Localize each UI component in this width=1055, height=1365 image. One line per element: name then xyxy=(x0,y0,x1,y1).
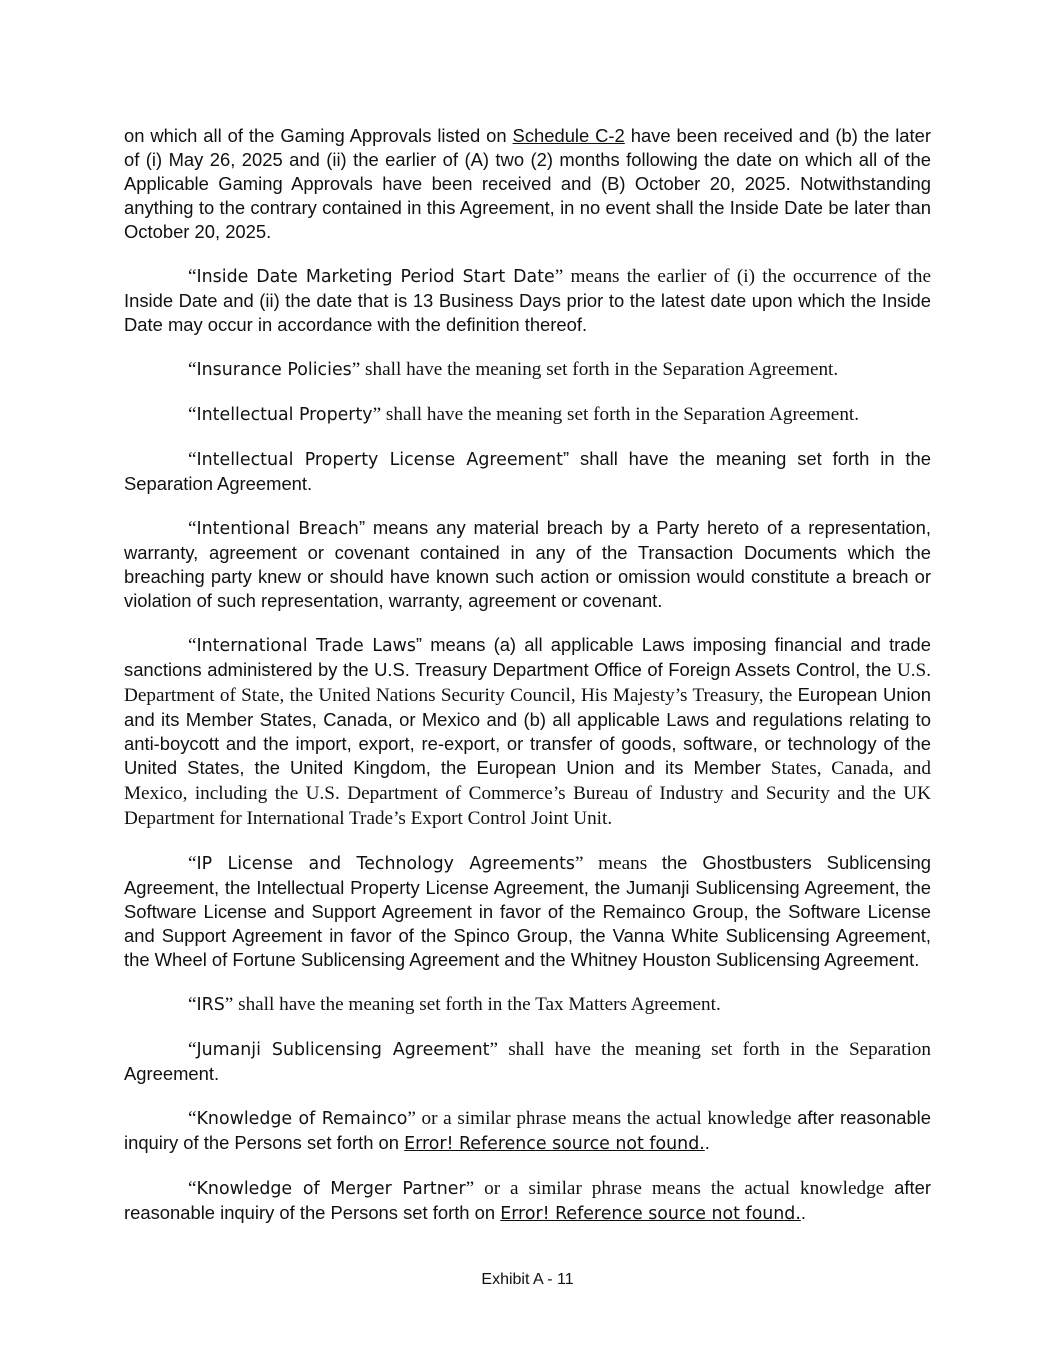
paragraph-inside-date-continuation xyxy=(124,124,931,244)
defined-term: Intellectual Property xyxy=(196,405,373,425)
defined-term: Inside Date Marketing Period Start Date xyxy=(196,267,555,287)
definition-text: the Ghostbusters Sublicensing Agreement, the Intellectual Property License Agreement, the Jumanji Sublicensing Agreement, the Software License and Support Agreement in favor of the Remainco Group, the Software License and Support Agreement in favor of the Spinco Group, the Vanna White Sublicensing Agreement, the Wheel of Fortune Sublicensing Agreement and the Whitney Houston Sublicensing Agreement. xyxy=(124,852,931,970)
definition-jumanji-sublicensing-agreement xyxy=(124,1037,931,1086)
defined-term: International Trade Laws xyxy=(196,636,416,656)
schedule-c-2-reference: Schedule C-2 xyxy=(512,125,625,146)
definition-inside-date-marketing-period-start-date xyxy=(124,264,931,337)
definition-text: ” shall have the meaning set forth in the Tax Matters Agreement. xyxy=(224,994,721,1015)
definition-insurance-policies xyxy=(124,357,931,382)
definition-text: U.S. Department of State, the United Nations Security Council, His Majesty’s Treasury, the xyxy=(124,660,931,706)
definition-text: ” shall have the meaning set forth in the Separation xyxy=(489,1039,931,1060)
quote-open: “ xyxy=(188,853,197,874)
quote-open: “ xyxy=(188,994,197,1015)
text: have been received and (b) the later of (i) May 26, 2025 and (ii) the earlier of (A) two (2) months following the date on which all of the Applicable Gaming Approvals have been received and (B) October 20, 2025. Notwithstanding anything to the contrary contained in this Agreement, in no event shall the Inside Date be later than October 20, 2025. xyxy=(124,125,931,242)
definition-text: ” shall have the meaning set forth in the Separation Agreement. xyxy=(351,359,839,380)
definition-ip-license-and-technology-agreements xyxy=(124,851,931,972)
definition-international-trade-laws xyxy=(124,633,931,831)
defined-term: IRS xyxy=(196,995,225,1015)
definition-text: ” means (a) all applicable Laws imposing financial and trade sanctions administered by the U.S. Treasury Department Office of Foreign Assets Control, the xyxy=(124,634,931,680)
quote-open: “ xyxy=(188,1039,197,1060)
text: on which all of the Gaming Approvals listed on xyxy=(124,125,513,146)
quote-open: “ xyxy=(188,635,197,656)
definition-irs xyxy=(124,992,931,1017)
definition-text: ” means the earlier of (i) the occurrence of the xyxy=(554,266,931,287)
quote-open: “ xyxy=(188,518,197,539)
quote-open: “ xyxy=(188,266,197,287)
definition-text: ” or a similar phrase means the actual knowledge xyxy=(407,1108,798,1129)
definition-text: Inside Date and (ii) the date that is 13 Business Days prior to the latest date upon which the Inside Date may occur in accordance with the definition thereof. xyxy=(124,290,931,335)
broken-reference-error: Error! Reference source not found. xyxy=(404,1134,705,1154)
definition-intellectual-property xyxy=(124,402,931,427)
definition-text: after reasonable inquiry of the Persons set forth on xyxy=(124,1107,931,1153)
definition-intellectual-property-license-agreement xyxy=(124,447,931,496)
defined-term: Knowledge of Remainco xyxy=(196,1109,408,1129)
definition-text: European Union and its Member States, Canada, or Mexico and (b) all applicable Laws and regulations relating to anti-boycott and the import, export, re-export, or transfer of goods, software, or technology of the United States, the United Kingdom, the European Union and its Member xyxy=(124,684,931,778)
broken-reference-error: Error! Reference source not found. xyxy=(500,1204,801,1224)
definition-knowledge-of-merger-partner xyxy=(124,1176,931,1226)
quote-open: “ xyxy=(188,449,197,470)
defined-term: Knowledge of Merger Partner xyxy=(196,1179,466,1199)
definition-text: after reasonable inquiry of the Persons set forth on xyxy=(124,1177,931,1223)
defined-term: Intellectual Property License Agreement xyxy=(196,450,564,470)
defined-term: Intentional Breach xyxy=(196,519,359,539)
page-footer: Exhibit A - 11 xyxy=(481,1271,574,1288)
definition-text: Agreement. xyxy=(124,1063,220,1084)
defined-term: Jumanji Sublicensing Agreement xyxy=(196,1040,490,1060)
quote-open: “ xyxy=(188,359,197,380)
definition-text: States, Canada, and Mexico, including the U.S. Department of Commerce’s Bureau of Industry and Security and the UK Department for International Trade’s Export Control Joint Unit. xyxy=(124,758,931,829)
definition-knowledge-of-remainco xyxy=(124,1106,931,1156)
definition-intentional-breach xyxy=(124,516,931,613)
definition-text: . xyxy=(704,1132,710,1153)
quote-open: “ xyxy=(188,1108,197,1129)
defined-term: Insurance Policies xyxy=(196,360,352,380)
quote-open: “ xyxy=(188,404,197,425)
definition-text: ” means any material breach by a Party hereto of a representation, warranty, agreement or covenant contained in any of the Transaction Documents which the breaching party knew or should have known such action or omission would constitute a breach or violation of such representation, warranty, agreement or covenant. xyxy=(124,517,931,611)
definition-text: . xyxy=(800,1202,806,1223)
definition-text: ” shall have the meaning set forth in the Separation Agreement. xyxy=(372,404,860,425)
defined-term: IP License and Technology Agreements xyxy=(196,854,575,874)
document-body xyxy=(124,124,931,1246)
definition-text: ” shall have the meaning set forth in the Separation Agreement. xyxy=(124,448,931,494)
definition-text: ” means xyxy=(575,853,662,874)
quote-open: “ xyxy=(188,1178,197,1199)
definition-text: ” or a similar phrase means the actual knowledge xyxy=(465,1178,895,1199)
